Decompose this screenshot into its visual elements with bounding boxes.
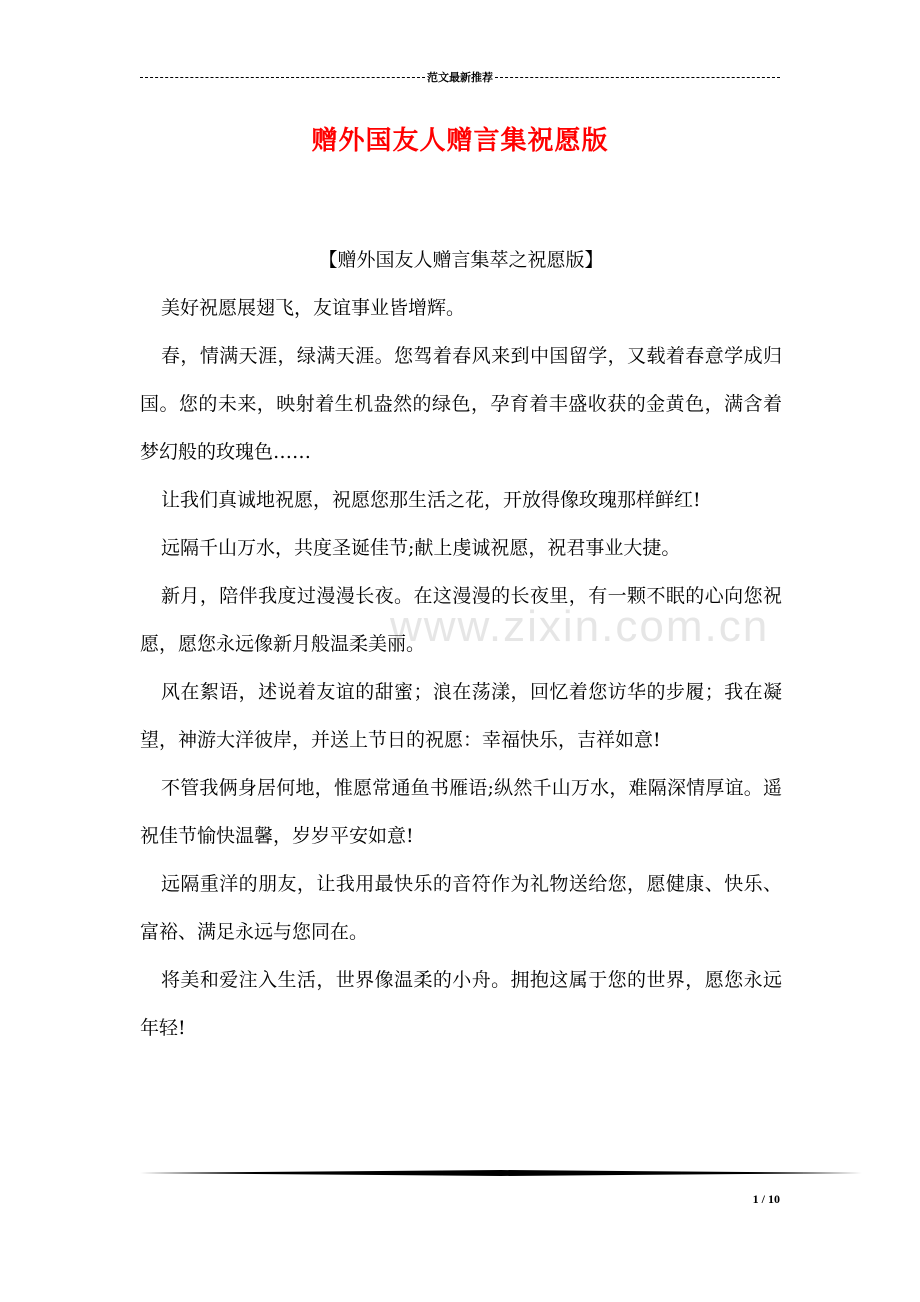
paragraph: 将美和爱注入生活，世界像温柔的小舟。拥抱这属于您的世界，愿您永远年轻! <box>140 969 782 1039</box>
paragraph: 新月，陪伴我度过漫漫长夜。在这漫漫的长夜里，有一颗不眠的心向您祝愿，愿您永远像新月般温柔美丽。 <box>140 585 782 655</box>
paragraph: 不管我俩身居何地，惟愿常通鱼书雁语;纵然千山万水，难隔深情厚谊。遥祝佳节愉快温馨，岁岁平安如意! <box>140 777 782 847</box>
footer-rule <box>140 1170 862 1176</box>
document-title: 赠外国友人赠言集祝愿版 <box>311 126 609 156</box>
document-body <box>140 236 782 1052</box>
header-dash-left <box>140 77 425 78</box>
page-number: 1 / 10 <box>752 1192 780 1206</box>
paragraph: 美好祝愿展翅飞，友谊事业皆增辉。 <box>161 297 466 319</box>
paragraph: 远隔重洋的朋友，让我用最快乐的音符作为礼物送给您，愿健康、快乐、富裕、满足永远与您同在。 <box>140 873 782 943</box>
header-dash-right <box>495 77 780 78</box>
paragraph: 风在絮语，述说着友谊的甜蜜；浪在荡漾，回忆着您访华的步履；我在凝望，神游大洋彼岸，并送上节日的祝愿：幸福快乐，吉祥如意! <box>140 681 782 751</box>
paragraph: 春，情满天涯，绿满天涯。您驾着春风来到中国留学，又载着春意学成归国。您的未来，映射着生机盎然的绿色，孕育着丰盛收获的金黄色，满含着梦幻般的玫瑰色…… <box>140 345 782 463</box>
paragraph: 远隔千山万水，共度圣诞佳节;献上虔诚祝愿，祝君事业大捷。 <box>161 537 681 559</box>
paragraph: 让我们真诚地祝愿，祝愿您那生活之花，开放得像玫瑰那样鲜红! <box>161 489 701 511</box>
header-label: 范文最新推荐 <box>427 72 493 84</box>
watermark: www.zixin.com.cn <box>390 602 770 651</box>
section-subtitle: 【赠外国友人赠言集萃之祝愿版】 <box>318 249 604 271</box>
page-header <box>140 68 780 86</box>
